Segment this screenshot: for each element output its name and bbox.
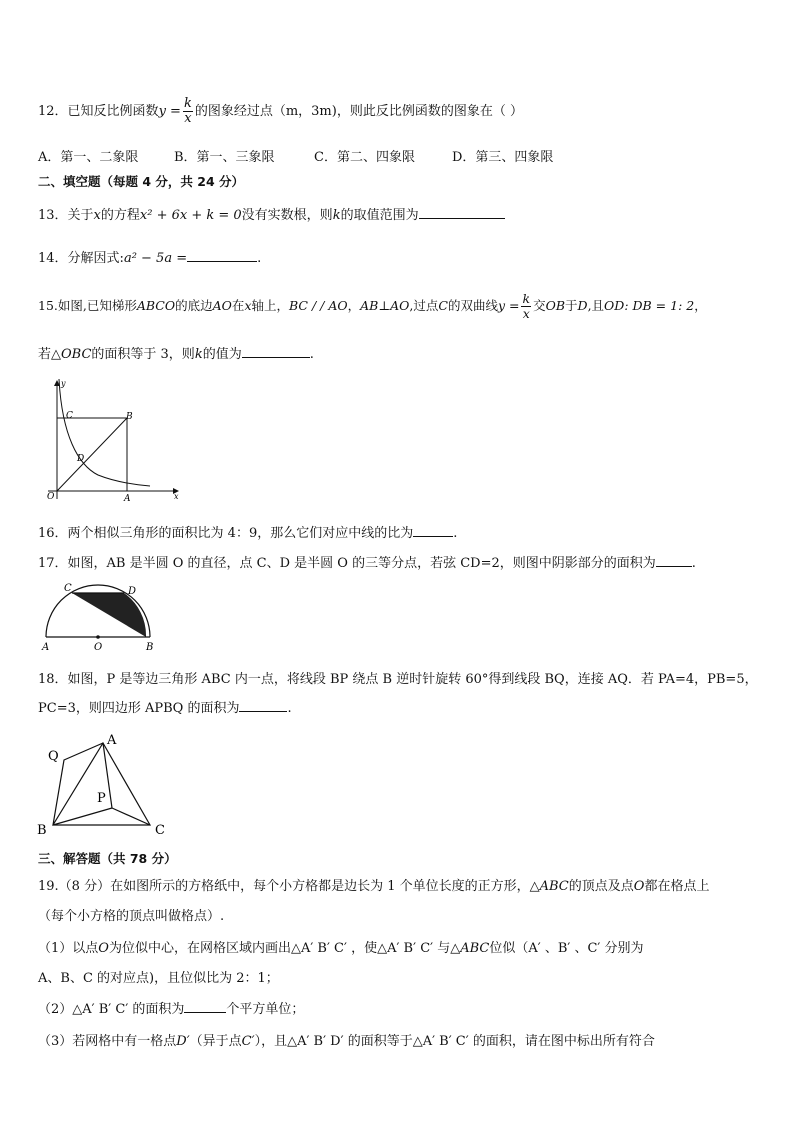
label-a: A: [42, 642, 50, 652]
section-2-heading: 二、填空题（每题 4 分，共 24 分）: [38, 174, 245, 189]
label-o: O: [47, 492, 55, 502]
q16-line: 16．两个相似三角形的面积比为 4：9，那么它们对应中线的比为 .: [38, 526, 458, 541]
q13-answer-blank[interactable]: [419, 206, 505, 219]
q18-figure: [36, 730, 176, 840]
label-d: D: [128, 586, 137, 597]
q19-part-1-cont: A、B、C 的对应点)，且位似比为 2：1；: [38, 971, 279, 986]
q19-part-1: （1）以点O为位似中心，在网格区域内画出△A′ B′ C′ ，使△A′ B′ C′ 与△ABC位似（A′ 、B′ 、C′ 分别为: [38, 941, 644, 956]
segment-pc: [112, 808, 150, 825]
q19-part-2: （2）△A′ B′ C′ 的面积为 个平方单位；: [38, 1002, 305, 1017]
label-c: C: [66, 411, 73, 421]
q18-answer-blank[interactable]: [239, 699, 287, 712]
q19-line-2: （每个小方格的顶点叫做格点）.: [38, 909, 225, 924]
label-c: C: [64, 583, 72, 594]
label-b: B: [37, 823, 47, 838]
q12-options: [38, 146, 554, 165]
label-d: D: [77, 454, 85, 464]
option-b[interactable]: B．第一、三象限: [174, 150, 275, 165]
q17-answer-blank[interactable]: [656, 554, 692, 567]
q18-line-2: PC=3，则四边形 APBQ 的面积为 .: [38, 701, 292, 716]
q13-line: 13．关于x的方程x² + 6x + k = 0没有实数根，则k的取值范围为: [38, 204, 505, 223]
q17-figure: [38, 580, 158, 652]
section-3-heading: 三、解答题（共 78 分）: [38, 851, 177, 866]
q15-answer-blank[interactable]: [242, 345, 310, 358]
label-y: y: [61, 379, 66, 388]
q19-area-blank[interactable]: [184, 1000, 226, 1013]
q19-line-1: 19.（8 分）在如图所示的方格纸中，每个小方格都是边长为 1 个单位长度的正方形，△ABC的顶点及点O都在格点上: [38, 879, 710, 894]
q15-line-2: 若△OBC的面积等于 3，则k的值为 .: [38, 347, 314, 362]
q12-fraction: $\frac{k}{x}$: [183, 96, 192, 126]
hyperbola-curve: [59, 379, 150, 486]
segment-ob: [57, 418, 127, 491]
q15-line-1: 15.如图,已知梯形ABCO的底边AO在x轴上，BC / / AO，AB⊥AO,过点C的双曲线y = $\frac{k}{x}$ 交OB于D,且OD: DB = 1: 2，: [38, 291, 707, 321]
label-a: A: [124, 494, 131, 504]
label-a: A: [107, 733, 117, 748]
q13-equation: x² + 6x + k = 0: [139, 208, 242, 223]
center-o: [96, 635, 100, 639]
label-p: P: [97, 791, 106, 806]
label-b: B: [126, 412, 133, 422]
label-x: x: [174, 492, 179, 501]
q12-func: y =: [158, 104, 181, 119]
label-q: Q: [48, 749, 59, 764]
q14-expression: a² − 5a =: [123, 251, 188, 266]
label-o: O: [94, 642, 103, 652]
q12-number: 12．: [38, 104, 68, 119]
q14-line: 14．分解因式:a² − 5a = .: [38, 251, 262, 266]
q15-fraction: $\frac{k}{x}$: [522, 291, 531, 321]
q14-answer-blank[interactable]: [187, 249, 257, 262]
q12-line: 12．已知反比例函数y = $\frac{k}{x}$ 的图象经过点（m，3m)，则此反比例函数的图象在（ ）: [38, 96, 523, 126]
option-d[interactable]: D．第三、四象限: [452, 150, 554, 165]
q19-part-3: （3）若网格中有一格点D′（异于点C′），且△A′ B′ D′ 的面积等于△A′ B′ C′ 的面积，请在图中标出所有符合: [38, 1034, 655, 1049]
triangle-abc: [53, 743, 150, 825]
option-a[interactable]: A．第一、二象限: [38, 150, 139, 165]
q16-answer-blank[interactable]: [413, 524, 453, 537]
label-c: C: [155, 823, 165, 838]
option-c[interactable]: C．第二、四象限: [314, 150, 415, 165]
q17-line: 17．如图，AB 是半圆 O 的直径，点 C、D 是半圆 O 的三等分点，若弦 CD=2，则图中阴影部分的面积为 .: [38, 556, 696, 571]
q15-figure: [38, 375, 188, 505]
q18-line-1: 18．如图，P 是等边三角形 ABC 内一点，将线段 BP 绕点 B 逆时针旋转 60°得到线段 BQ，连接 AQ．若 PA=4，PB=5，: [38, 672, 758, 687]
label-b: B: [146, 642, 154, 652]
